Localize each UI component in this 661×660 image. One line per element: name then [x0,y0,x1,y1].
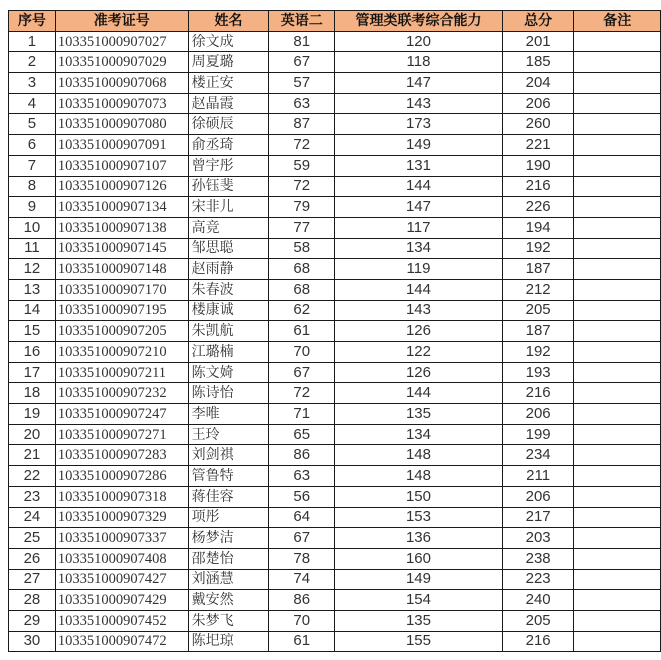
score-sheet [8,10,661,652]
cell-exam-id: 103351000907148 [55,259,188,280]
cell-index: 29 [9,610,56,631]
cell-english-score: 67 [269,362,335,383]
cell-exam-id: 103351000907286 [55,466,188,487]
cell-name: 项彤 [188,507,269,528]
table-row [9,466,661,487]
table-row [9,176,661,197]
cell-index: 30 [9,631,56,652]
cell-index: 19 [9,404,56,425]
cell-index: 21 [9,445,56,466]
cell-name: 楼康诚 [188,300,269,321]
cell-total-score: 223 [502,569,574,590]
cell-english-score: 86 [269,445,335,466]
cell-note [574,31,661,52]
table-row [9,300,661,321]
table-row [9,321,661,342]
cell-index: 1 [9,31,56,52]
cell-management-score: 126 [335,321,503,342]
cell-english-score: 58 [269,238,335,259]
cell-index: 16 [9,342,56,363]
cell-total-score: 217 [502,507,574,528]
cell-note [574,176,661,197]
cell-total-score: 226 [502,197,574,218]
cell-name: 朱春波 [188,279,269,300]
cell-total-score: 199 [502,424,574,445]
cell-management-score: 143 [335,300,503,321]
cell-index: 2 [9,52,56,73]
table-row [9,590,661,611]
cell-exam-id: 103351000907138 [55,217,188,238]
table-row [9,424,661,445]
cell-name: 俞丞琦 [188,135,269,156]
cell-exam-id: 103351000907472 [55,631,188,652]
cell-index: 11 [9,238,56,259]
cell-name: 赵晶霞 [188,93,269,114]
cell-exam-id: 103351000907195 [55,300,188,321]
cell-english-score: 62 [269,300,335,321]
cell-english-score: 78 [269,548,335,569]
cell-note [574,135,661,156]
column-header-exam-id: 准考证号 [55,11,188,32]
cell-name: 朱凯航 [188,321,269,342]
cell-index: 24 [9,507,56,528]
table-row [9,93,661,114]
cell-management-score: 150 [335,486,503,507]
cell-english-score: 72 [269,383,335,404]
cell-english-score: 70 [269,342,335,363]
cell-exam-id: 103351000907210 [55,342,188,363]
table-row [9,486,661,507]
cell-english-score: 70 [269,610,335,631]
cell-management-score: 149 [335,569,503,590]
cell-total-score: 204 [502,73,574,94]
cell-name: 邹思聪 [188,238,269,259]
cell-note [574,259,661,280]
cell-name: 王玲 [188,424,269,445]
cell-name: 管鲁特 [188,466,269,487]
cell-total-score: 193 [502,362,574,383]
table-row [9,404,661,425]
cell-english-score: 67 [269,528,335,549]
column-header-note: 备注 [574,11,661,32]
cell-english-score: 77 [269,217,335,238]
cell-note [574,73,661,94]
table-row [9,238,661,259]
table-row [9,155,661,176]
cell-exam-id: 103351000907170 [55,279,188,300]
cell-english-score: 67 [269,52,335,73]
cell-management-score: 118 [335,52,503,73]
cell-management-score: 154 [335,590,503,611]
cell-note [574,197,661,218]
header-row [9,11,661,32]
cell-total-score: 212 [502,279,574,300]
cell-total-score: 206 [502,93,574,114]
cell-note [574,445,661,466]
cell-management-score: 153 [335,507,503,528]
cell-note [574,238,661,259]
cell-note [574,114,661,135]
cell-note [574,52,661,73]
cell-exam-id: 103351000907337 [55,528,188,549]
table-row [9,631,661,652]
cell-total-score: 187 [502,259,574,280]
cell-index: 6 [9,135,56,156]
cell-exam-id: 103351000907211 [55,362,188,383]
cell-exam-id: 103351000907271 [55,424,188,445]
cell-management-score: 135 [335,404,503,425]
cell-name: 陈文婍 [188,362,269,383]
cell-management-score: 173 [335,114,503,135]
cell-index: 20 [9,424,56,445]
table-row [9,31,661,52]
cell-management-score: 144 [335,176,503,197]
cell-exam-id: 103351000907247 [55,404,188,425]
cell-total-score: 192 [502,238,574,259]
cell-total-score: 205 [502,610,574,631]
cell-management-score: 135 [335,610,503,631]
cell-total-score: 205 [502,300,574,321]
cell-exam-id: 103351000907068 [55,73,188,94]
table-row [9,507,661,528]
cell-english-score: 59 [269,155,335,176]
cell-english-score: 61 [269,321,335,342]
cell-english-score: 72 [269,135,335,156]
cell-exam-id: 103351000907107 [55,155,188,176]
cell-exam-id: 103351000907073 [55,93,188,114]
cell-english-score: 68 [269,279,335,300]
cell-management-score: 147 [335,73,503,94]
cell-note [574,590,661,611]
cell-exam-id: 103351000907205 [55,321,188,342]
cell-index: 25 [9,528,56,549]
cell-english-score: 64 [269,507,335,528]
cell-note [574,548,661,569]
cell-exam-id: 103351000907091 [55,135,188,156]
cell-name: 徐硕辰 [188,114,269,135]
cell-total-score: 206 [502,404,574,425]
cell-english-score: 63 [269,93,335,114]
cell-name: 江璐楠 [188,342,269,363]
cell-management-score: 126 [335,362,503,383]
cell-total-score: 240 [502,590,574,611]
cell-exam-id: 103351000907080 [55,114,188,135]
cell-exam-id: 103351000907427 [55,569,188,590]
cell-english-score: 72 [269,176,335,197]
cell-index: 7 [9,155,56,176]
cell-english-score: 68 [269,259,335,280]
cell-index: 27 [9,569,56,590]
cell-total-score: 192 [502,342,574,363]
cell-management-score: 147 [335,197,503,218]
column-header-management: 管理类联考综合能力 [335,11,503,32]
cell-total-score: 206 [502,486,574,507]
table-row [9,528,661,549]
cell-note [574,300,661,321]
cell-index: 17 [9,362,56,383]
cell-name: 楼正安 [188,73,269,94]
cell-management-score: 149 [335,135,503,156]
cell-note [574,631,661,652]
score-table [8,10,661,652]
cell-total-score: 260 [502,114,574,135]
cell-english-score: 56 [269,486,335,507]
cell-note [574,424,661,445]
column-header-english: 英语二 [269,11,335,32]
table-row [9,610,661,631]
cell-total-score: 203 [502,528,574,549]
cell-total-score: 211 [502,466,574,487]
cell-index: 23 [9,486,56,507]
cell-english-score: 81 [269,31,335,52]
cell-index: 9 [9,197,56,218]
cell-note [574,279,661,300]
cell-name: 陈诗怡 [188,383,269,404]
cell-english-score: 86 [269,590,335,611]
table-row [9,548,661,569]
cell-english-score: 71 [269,404,335,425]
cell-index: 3 [9,73,56,94]
cell-name: 徐文成 [188,31,269,52]
cell-index: 8 [9,176,56,197]
table-row [9,362,661,383]
cell-management-score: 148 [335,466,503,487]
cell-english-score: 57 [269,73,335,94]
cell-name: 周夏璐 [188,52,269,73]
cell-management-score: 155 [335,631,503,652]
cell-english-score: 65 [269,424,335,445]
cell-exam-id: 103351000907318 [55,486,188,507]
cell-name: 刘涵慧 [188,569,269,590]
cell-name: 李唯 [188,404,269,425]
cell-name: 杨梦洁 [188,528,269,549]
cell-index: 10 [9,217,56,238]
cell-total-score: 194 [502,217,574,238]
column-header-name: 姓名 [188,11,269,32]
cell-management-score: 144 [335,383,503,404]
cell-total-score: 216 [502,383,574,404]
cell-management-score: 117 [335,217,503,238]
cell-note [574,486,661,507]
cell-note [574,155,661,176]
cell-management-score: 134 [335,424,503,445]
table-row [9,342,661,363]
cell-note [574,507,661,528]
cell-exam-id: 103351000907429 [55,590,188,611]
cell-management-score: 144 [335,279,503,300]
cell-exam-id: 103351000907029 [55,52,188,73]
cell-total-score: 216 [502,176,574,197]
cell-exam-id: 103351000907408 [55,548,188,569]
cell-exam-id: 103351000907329 [55,507,188,528]
cell-english-score: 74 [269,569,335,590]
table-row [9,114,661,135]
cell-name: 孙钰斐 [188,176,269,197]
cell-exam-id: 103351000907145 [55,238,188,259]
cell-note [574,383,661,404]
cell-name: 高竞 [188,217,269,238]
table-row [9,259,661,280]
cell-index: 28 [9,590,56,611]
cell-note [574,528,661,549]
cell-name: 蒋佳容 [188,486,269,507]
cell-name: 邵楚怡 [188,548,269,569]
cell-note [574,610,661,631]
table-row [9,135,661,156]
cell-index: 22 [9,466,56,487]
cell-index: 5 [9,114,56,135]
cell-total-score: 221 [502,135,574,156]
cell-name: 陈圯琼 [188,631,269,652]
cell-index: 13 [9,279,56,300]
cell-exam-id: 103351000907452 [55,610,188,631]
table-row [9,279,661,300]
column-header-total: 总分 [502,11,574,32]
cell-management-score: 148 [335,445,503,466]
cell-note [574,321,661,342]
cell-total-score: 216 [502,631,574,652]
cell-name: 曾宇彤 [188,155,269,176]
cell-index: 18 [9,383,56,404]
cell-total-score: 238 [502,548,574,569]
cell-index: 12 [9,259,56,280]
cell-index: 4 [9,93,56,114]
cell-exam-id: 103351000907134 [55,197,188,218]
cell-note [574,404,661,425]
cell-total-score: 201 [502,31,574,52]
cell-management-score: 134 [335,238,503,259]
table-row [9,73,661,94]
table-row [9,52,661,73]
cell-note [574,93,661,114]
cell-management-score: 160 [335,548,503,569]
cell-english-score: 79 [269,197,335,218]
cell-note [574,466,661,487]
table-row [9,383,661,404]
cell-name: 宋非儿 [188,197,269,218]
column-header-index: 序号 [9,11,56,32]
cell-index: 15 [9,321,56,342]
cell-note [574,217,661,238]
cell-name: 朱梦飞 [188,610,269,631]
table-body [9,31,661,652]
cell-english-score: 87 [269,114,335,135]
cell-index: 26 [9,548,56,569]
cell-note [574,569,661,590]
cell-total-score: 185 [502,52,574,73]
cell-management-score: 143 [335,93,503,114]
cell-exam-id: 103351000907283 [55,445,188,466]
cell-management-score: 122 [335,342,503,363]
cell-management-score: 136 [335,528,503,549]
cell-exam-id: 103351000907232 [55,383,188,404]
table-row [9,197,661,218]
cell-total-score: 187 [502,321,574,342]
cell-index: 14 [9,300,56,321]
cell-note [574,342,661,363]
cell-exam-id: 103351000907027 [55,31,188,52]
cell-management-score: 120 [335,31,503,52]
cell-name: 赵雨静 [188,259,269,280]
cell-name: 戴安然 [188,590,269,611]
cell-management-score: 131 [335,155,503,176]
cell-management-score: 119 [335,259,503,280]
cell-note [574,362,661,383]
cell-exam-id: 103351000907126 [55,176,188,197]
table-row [9,569,661,590]
cell-english-score: 61 [269,631,335,652]
table-row [9,217,661,238]
cell-total-score: 234 [502,445,574,466]
table-row [9,445,661,466]
cell-total-score: 190 [502,155,574,176]
cell-name: 刘剑祺 [188,445,269,466]
cell-english-score: 63 [269,466,335,487]
